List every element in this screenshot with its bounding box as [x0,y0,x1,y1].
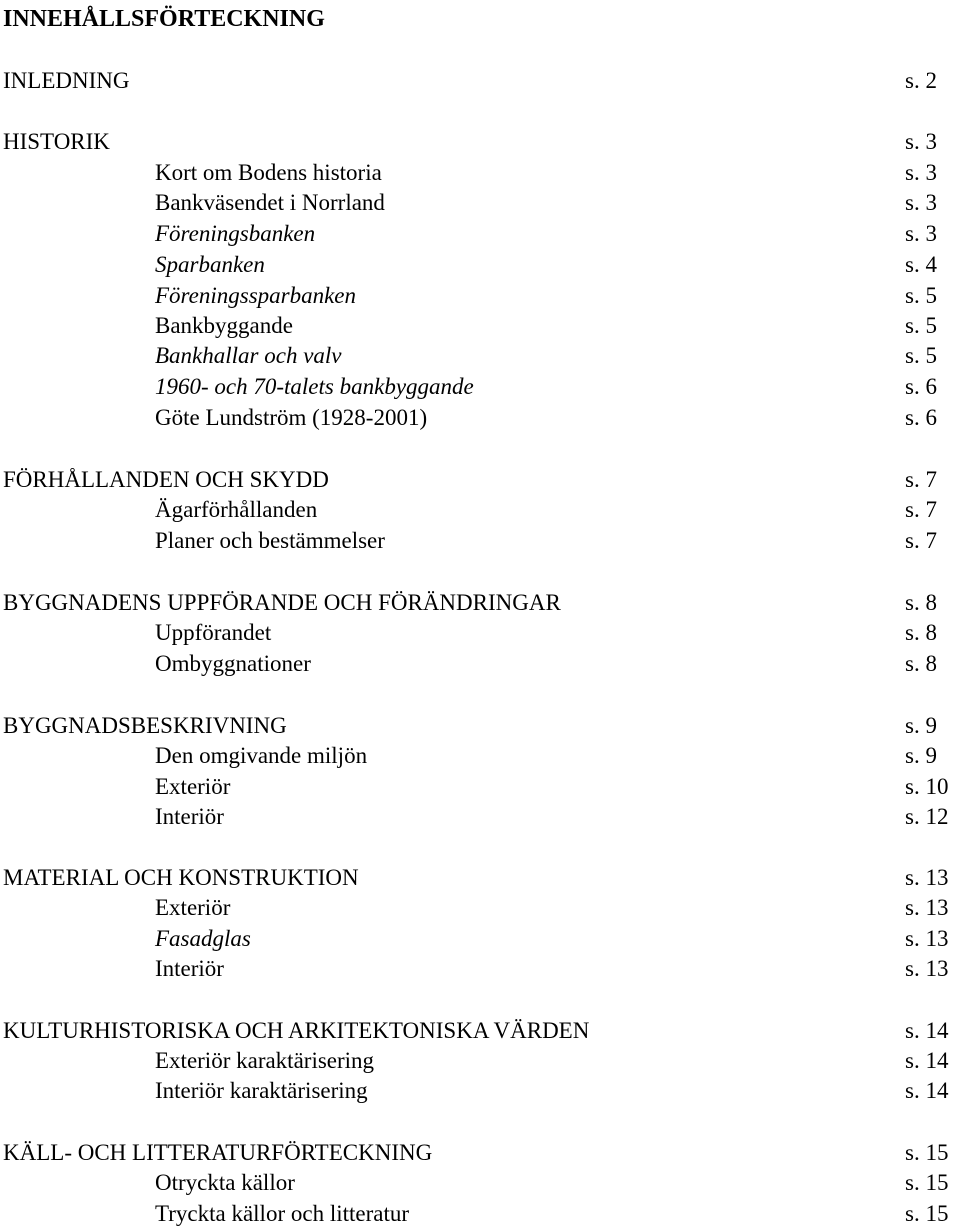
toc-section-entry [0,66,960,96]
toc-entry-label: BYGGNADSBESKRIVNING [3,713,287,738]
toc-subsection-entry [0,618,960,648]
toc-entry-label: KULTURHISTORISKA OCH ARKITEKTONISKA VÄRDEN [3,1018,590,1043]
toc-section-entry [0,711,960,741]
toc-entry-label: Exteriör karaktärisering [155,1048,375,1073]
toc-entry-label: Den omgivande miljön [155,743,368,768]
toc-page-number: s. 5 [905,283,937,308]
toc-page-number: s. 13 [905,865,949,890]
toc-entry-label: Fasadglas [155,926,251,951]
toc-page-number: s. 15 [905,1201,949,1226]
toc-entry-label: Tryckta källor och litteratur [155,1201,409,1226]
toc-subsection-entry [0,372,960,402]
toc-entry-label: FÖRHÅLLANDEN OCH SKYDD [3,467,329,492]
toc-subsection-entry [0,188,960,218]
toc-page-number: s. 14 [905,1018,949,1043]
toc-page-number: s. 7 [905,497,937,522]
toc-section-entry [0,1138,960,1168]
toc-entry-label: Uppförandet [155,620,272,645]
toc-entry-label: Interiör [155,804,224,829]
toc-subsection-entry [0,403,960,433]
toc-subsection-entry [0,311,960,341]
toc-entry-label: Föreningssparbanken [155,283,357,308]
toc-subsection-entry [0,1199,960,1229]
toc-section-entry [0,1016,960,1046]
toc-subsection-entry [0,526,960,556]
toc-subsection-entry [0,924,960,954]
toc-entry-label: Bankbyggande [155,313,293,338]
toc-subsection-entry [0,250,960,280]
toc-page-number: s. 13 [905,895,949,920]
toc-page-number: s. 2 [905,68,937,93]
toc-entry-label: Bankhallar och valv [155,343,342,368]
toc-section-entry [0,465,960,495]
toc-entry-label: Planer och bestämmelser [155,528,385,553]
toc-subsection-entry [0,281,960,311]
toc-page-number: s. 12 [905,804,949,829]
toc-entry-label: Exteriör [155,895,231,920]
toc-page-number: s. 5 [905,313,937,338]
toc-entry-label: Exteriör [155,774,231,799]
toc-entry-label: Bankväsendet i Norrland [155,190,385,215]
toc-entry-label: Göte Lundström (1928-2001) [155,405,428,430]
toc-entry-label: Ägarförhållanden [155,497,318,522]
toc-page-number: s. 14 [905,1048,949,1073]
toc-subsection-entry [0,954,960,984]
toc-page-number: s. 9 [905,713,937,738]
toc-entry-label: HISTORIK [3,129,110,154]
toc-page-number: s. 3 [905,190,937,215]
toc-page-number: s. 3 [905,221,937,246]
toc-page-number: s. 13 [905,926,949,951]
toc-subsection-entry [0,158,960,188]
toc-page-number: s. 5 [905,343,937,368]
toc-subsection-entry [0,341,960,371]
toc-subsection-entry [0,893,960,923]
toc-entry-label: MATERIAL OCH KONSTRUKTION [3,865,359,890]
toc-subsection-entry [0,1168,960,1198]
toc-entry-label: Ombyggnationer [155,651,311,676]
toc-page-number: s. 10 [905,774,949,799]
toc-page-number: s. 15 [905,1140,949,1165]
toc-entry-label: Interiör karaktärisering [155,1078,368,1103]
toc-entry-label: INLEDNING [3,68,130,93]
toc-entry-label: 1960- och 70-talets bankbyggande [155,374,474,399]
toc-subsection-entry [0,1076,960,1106]
toc-page-number: s. 9 [905,743,937,768]
toc-page-number: s. 15 [905,1170,949,1195]
toc-subsection-entry [0,741,960,771]
toc-section-entry [0,863,960,893]
toc-page-number: s. 14 [905,1078,949,1103]
toc-subsection-entry [0,1046,960,1076]
page-title: INNEHÅLLSFÖRTECKNING [3,6,325,32]
toc-section-entry [0,588,960,618]
toc-page-number: s. 3 [905,129,937,154]
toc-subsection-entry [0,802,960,832]
toc-entry-label: KÄLL- OCH LITTERATURFÖRTECKNING [3,1140,433,1165]
toc-page-number: s. 4 [905,252,937,277]
toc-entry-label: Otryckta källor [155,1170,295,1195]
toc-section-entry [0,127,960,157]
toc-page-number: s. 6 [905,405,937,430]
toc-entry-label: Föreningsbanken [155,221,316,246]
toc-page-number: s. 7 [905,467,937,492]
toc-page-number: s. 8 [905,620,937,645]
toc-entry-label: Kort om Bodens historia [155,160,382,185]
toc-page-number: s. 8 [905,590,937,615]
toc-entry-label: Sparbanken [155,252,265,277]
toc-page-number: s. 13 [905,956,949,981]
toc-page-number: s. 6 [905,374,937,399]
toc-subsection-entry [0,772,960,802]
toc-page-number: s. 8 [905,651,937,676]
toc-subsection-entry [0,649,960,679]
toc-page-number: s. 7 [905,528,937,553]
toc-entry-label: Interiör [155,956,224,981]
toc-subsection-entry [0,495,960,525]
toc-page-number: s. 3 [905,160,937,185]
toc-entry-label: BYGGNADENS UPPFÖRANDE OCH FÖRÄNDRINGAR [3,590,561,615]
toc-subsection-entry [0,219,960,249]
